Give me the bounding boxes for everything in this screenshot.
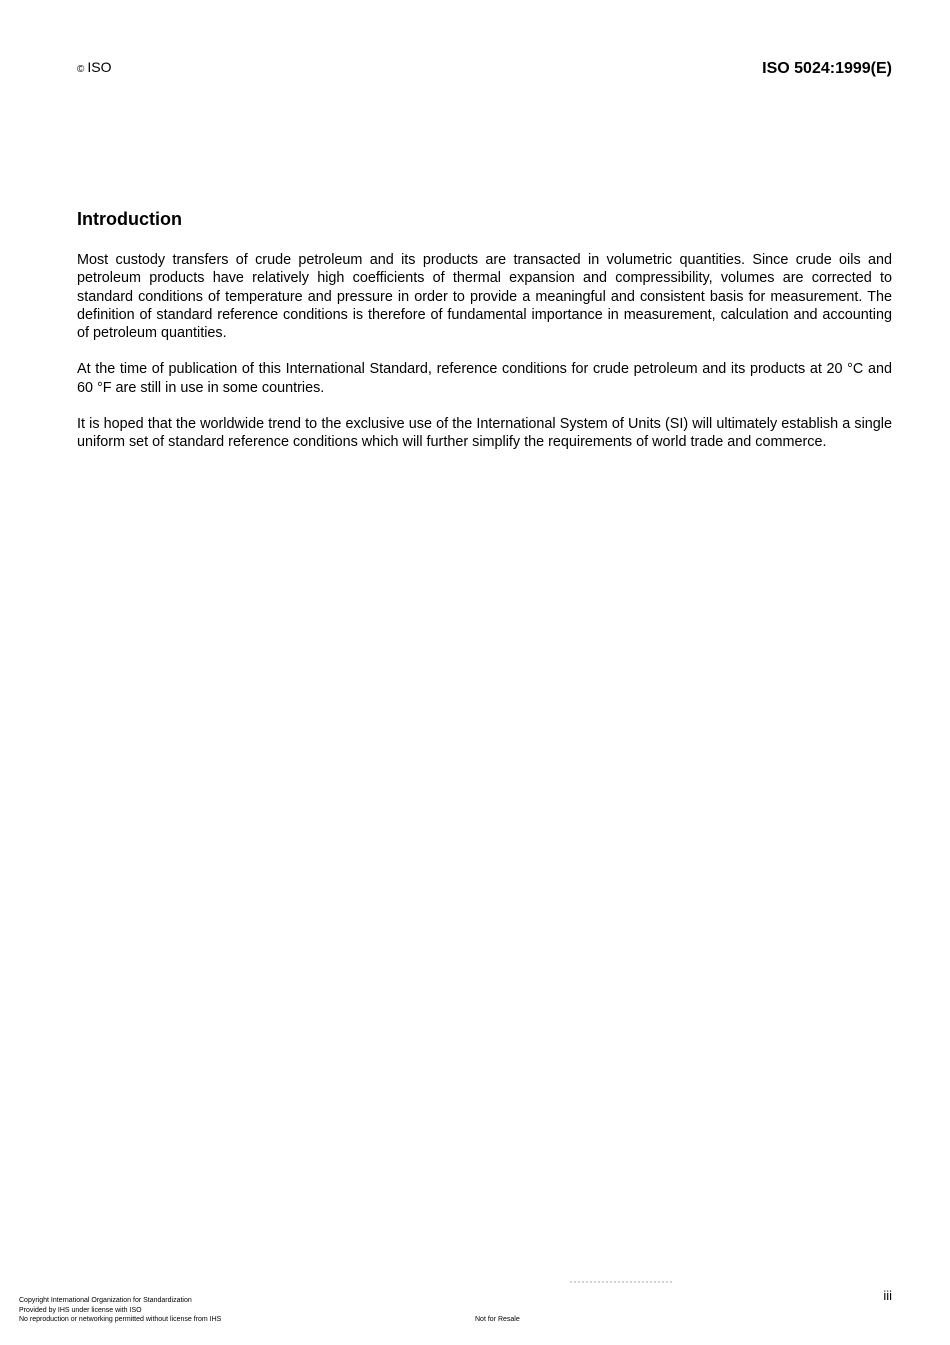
footer-line: Copyright International Organization for Standardization <box>19 1297 192 1304</box>
document-id: ISO 5024:1999(E) <box>762 60 892 77</box>
copyright-org: ISO <box>87 59 112 75</box>
resale-notice: Not for Resale <box>475 1316 520 1323</box>
page-number: iii <box>883 1288 892 1303</box>
paragraph: Most custody transfers of crude petroleum and its products are transacted in volumetric quantities. Since crude oils and petroleum products have relatively high coefficients of thermal expansion and compressibility, volumes are corrected to standard conditions of temperature and pressure in order to provide a meaningful and consistent basis for measurement. The definition of standard reference conditions is therefore of fundamental importance in measurement, calculation and accounting of petroleum quantities. <box>77 252 892 342</box>
copyright-symbol: © <box>77 64 85 75</box>
section-title: Introduction <box>77 209 182 229</box>
paragraph: At the time of publication of this International Standard, reference conditions for crude petroleum and its products at 20 °C and 60 °F are still in use in some countries. <box>77 361 892 396</box>
section-body <box>77 251 892 470</box>
copyright-header <box>77 59 112 78</box>
footer-license <box>19 1296 221 1325</box>
paragraph: It is hoped that the worldwide trend to the exclusive use of the International System of Units (SI) will ultimately establish a single uniform set of standard reference conditions which will further simplify the requirements of world trade and commerce. <box>77 416 892 451</box>
scan-mark <box>570 1281 672 1283</box>
footer-line: No reproduction or networking permitted without license from IHS <box>19 1316 222 1323</box>
footer-line: Provided by IHS under license with ISO <box>19 1306 142 1314</box>
